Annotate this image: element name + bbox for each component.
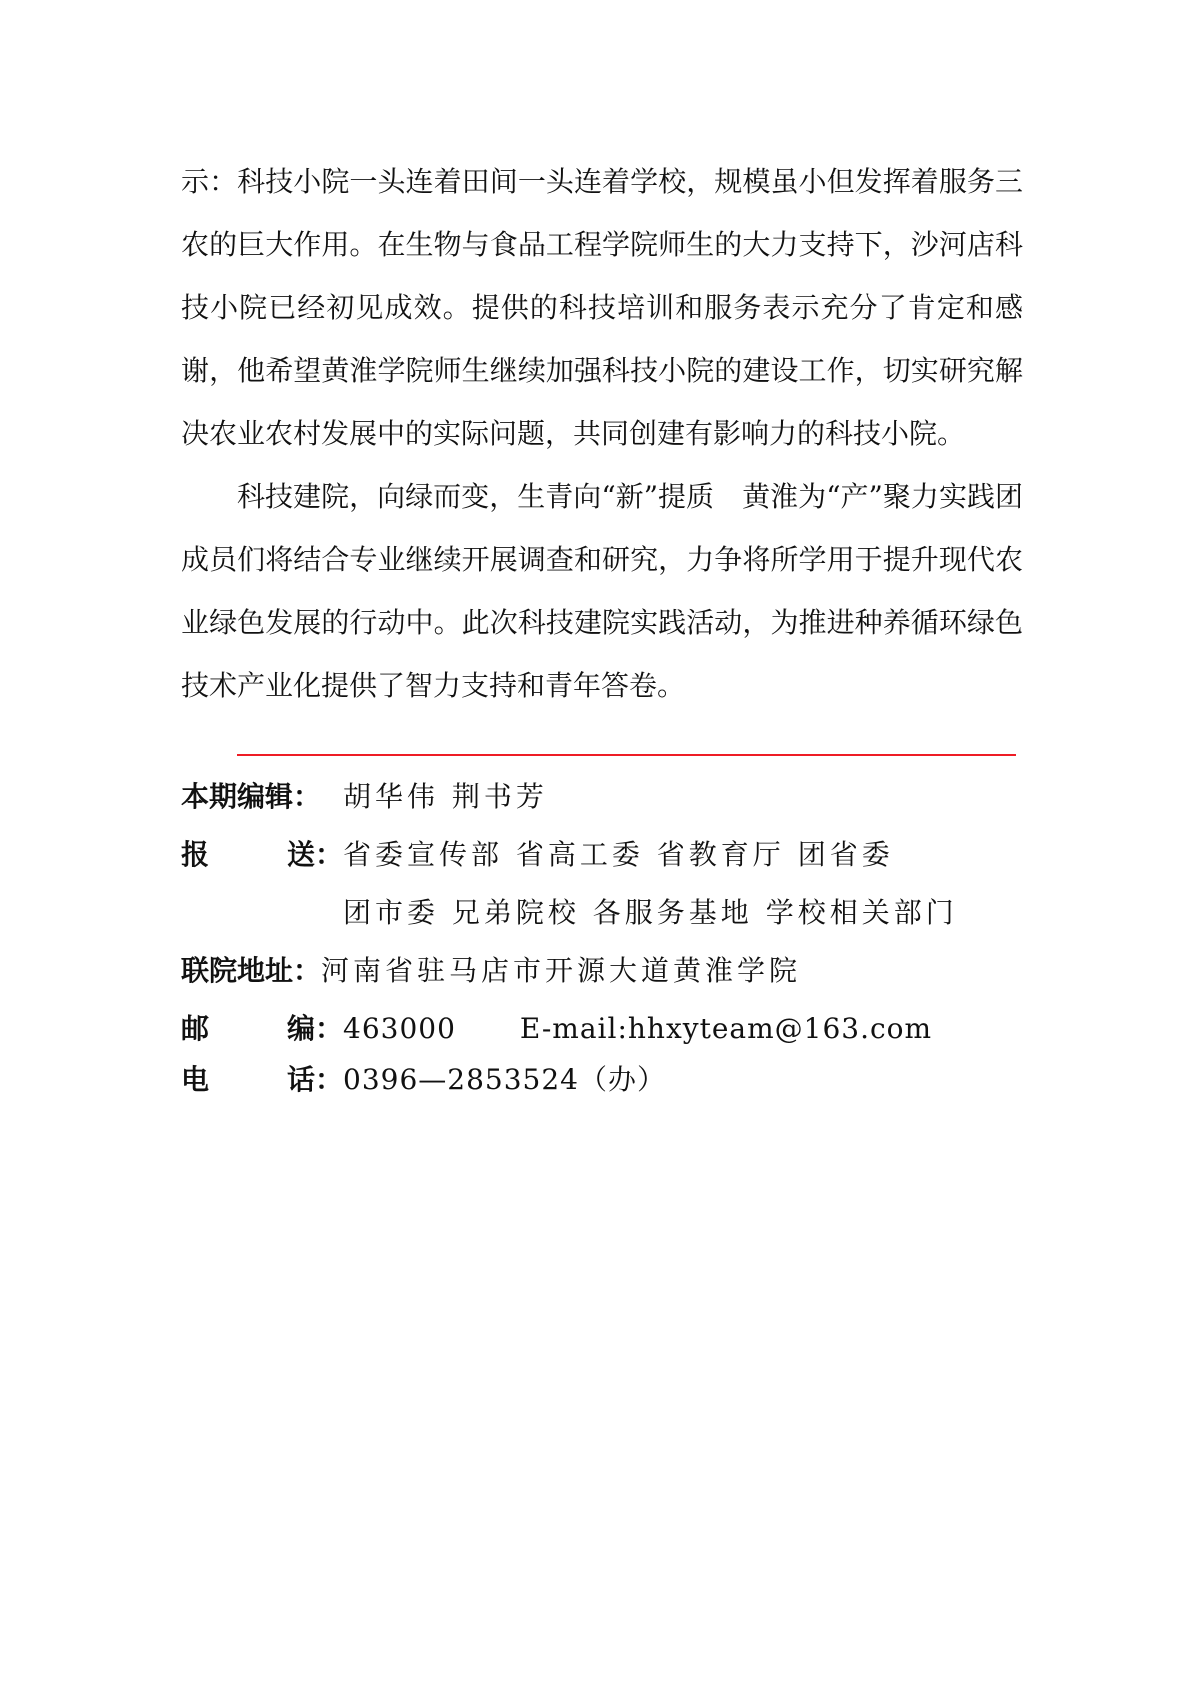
editors-value: 胡华伟 荆书芳: [343, 780, 548, 813]
phone-label-second: 话：: [286, 1063, 343, 1096]
phone-value: 0396—2853524（办）: [343, 1063, 666, 1096]
editors-row: [181, 775, 548, 815]
report-label: [181, 833, 343, 873]
paragraph-continuation: 示：科技小院一头连着田间一头连着学校，规模虽小但发挥着服务三农的巨大作用。在生物与食品工程学院师生的大力支持下，沙河店科技小院已经初见成效。提供的科技培训和服务表示充分了肯定和感谢，他希望黄淮学院师生继续加强科技小院的建设工作，切实研究解决农业农村发展中的实际问题，共同创建有影响力的科技小院。: [181, 165, 1023, 450]
email-link[interactable]: E-mail:hhxyteam@163.com: [519, 1012, 933, 1045]
report-recipients-line1: 省委宣传部 省高工委 省教育厅 团省委: [343, 838, 894, 871]
postcode-label: [181, 1007, 343, 1047]
article-body: [181, 150, 1023, 717]
phone-label: [181, 1058, 343, 1098]
paragraph-conclusion: 科技建院，向绿而变，生青向“新”提质 黄淮为“产”聚力实践团成员们将结合专业继续开展调查和研究，力争将所学用于提升现代农业绿色发展的行动中。此次科技建院实践活动，为推进种养循环绿色技术产业化提供了智力支持和青年答卷。: [181, 480, 1023, 702]
postcode-label-second: 编：: [286, 1012, 343, 1045]
address-value: 河南省驻马店市开源大道黄淮学院: [321, 954, 802, 987]
phone-label-first: 电: [181, 1063, 210, 1096]
postcode-value: 463000: [343, 1012, 456, 1045]
report-row: [181, 833, 894, 873]
editors-label: 本期编辑：: [181, 780, 322, 813]
phone-row: [181, 1058, 666, 1098]
report-label-first: 报: [181, 838, 210, 871]
report-row-continued: [343, 891, 958, 931]
report-recipients-line2: 团市委 兄弟院校 各服务基地 学校相关部门: [343, 896, 958, 929]
postcode-row: [181, 1007, 932, 1047]
report-label-second: 送：: [286, 838, 343, 871]
red-divider-line: [237, 754, 1016, 756]
address-label: 联院地址：: [181, 954, 322, 987]
address-row: [181, 949, 801, 989]
postcode-label-first: 邮: [181, 1012, 210, 1045]
